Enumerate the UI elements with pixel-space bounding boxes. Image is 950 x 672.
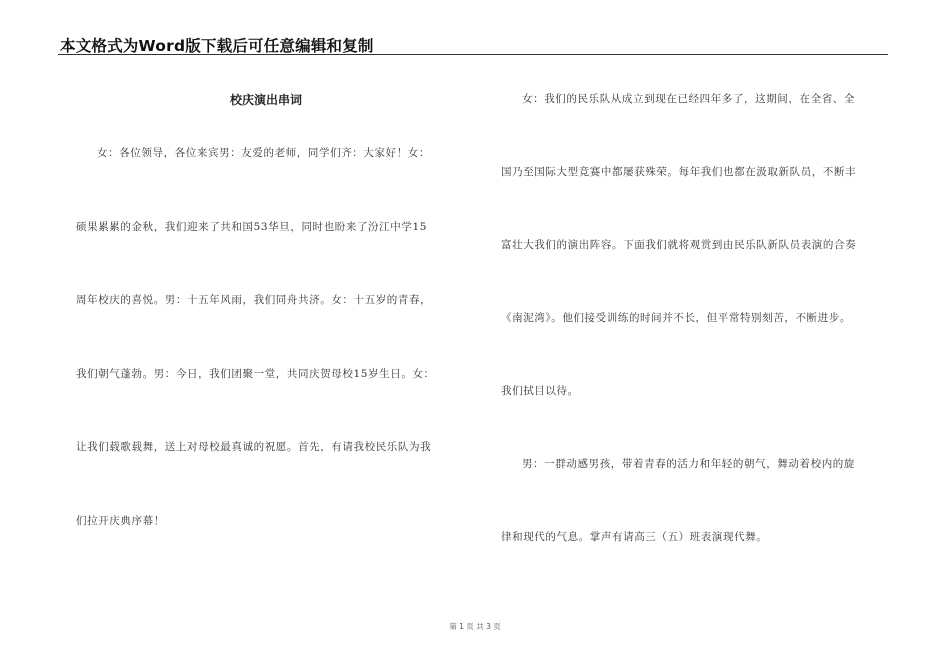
document-title: 校庆演出串词	[229, 93, 302, 107]
text-line: 富壮大我们的演出阵容。下面我们就将观赏到由民乐队新队员表演的合奏	[501, 239, 857, 251]
left-column	[76, 84, 464, 558]
text-line: 让我们载歌载舞，送上对母校最真诚的祝愿。首先，有请我校民乐队为我	[76, 441, 432, 453]
text-line: 硕果累累的金秋，我们迎来了共和国53华旦，同时也盼来了汾江中学15	[76, 220, 428, 233]
page-number: 第 1 页 共 3 页	[449, 622, 501, 631]
right-column	[501, 63, 889, 574]
text-line: 女：我们的民乐队从成立到现在已经四年多了，这期间，在全省、全	[522, 93, 855, 105]
text-line: 《南泥湾》。他们接受训练的时间并不长，但平常特别刻苦，不断进步。	[501, 312, 851, 324]
text-line: 我们拭目以待。	[501, 385, 579, 397]
text-line: 周年校庆的喜悦。男：十五年风雨，我们同舟共济。女：十五岁的青春，	[76, 294, 432, 306]
text-line: 国乃至国际大型竞赛中都屡获殊荣。每年我们也都在汲取新队员，不断丰	[501, 166, 857, 178]
text-line: 律和现代的气息。掌声有请高三（五）班表演现代舞。	[501, 531, 768, 543]
text-line: 们拉开庆典序幕！	[76, 514, 165, 527]
text-line: 男：一群动感男孩，带着青春的活力和年轻的朝气，舞动着校内的旋	[522, 458, 855, 470]
text-line: 女：各位领导，各位来宾男：友爱的老师，同学们齐：大家好！女：	[97, 147, 430, 159]
paragraph-dance-intro	[501, 428, 889, 574]
paragraph-band-intro	[501, 63, 889, 428]
text-line: 我们朝气蓬勃。男：今日，我们团聚一堂，共同庆贺母校15岁生日。女：	[76, 367, 435, 380]
header-title: 本文格式为Word版下载后可任意编辑和复制	[60, 37, 374, 55]
paragraph-opening	[76, 117, 464, 558]
header-divider	[58, 54, 888, 55]
